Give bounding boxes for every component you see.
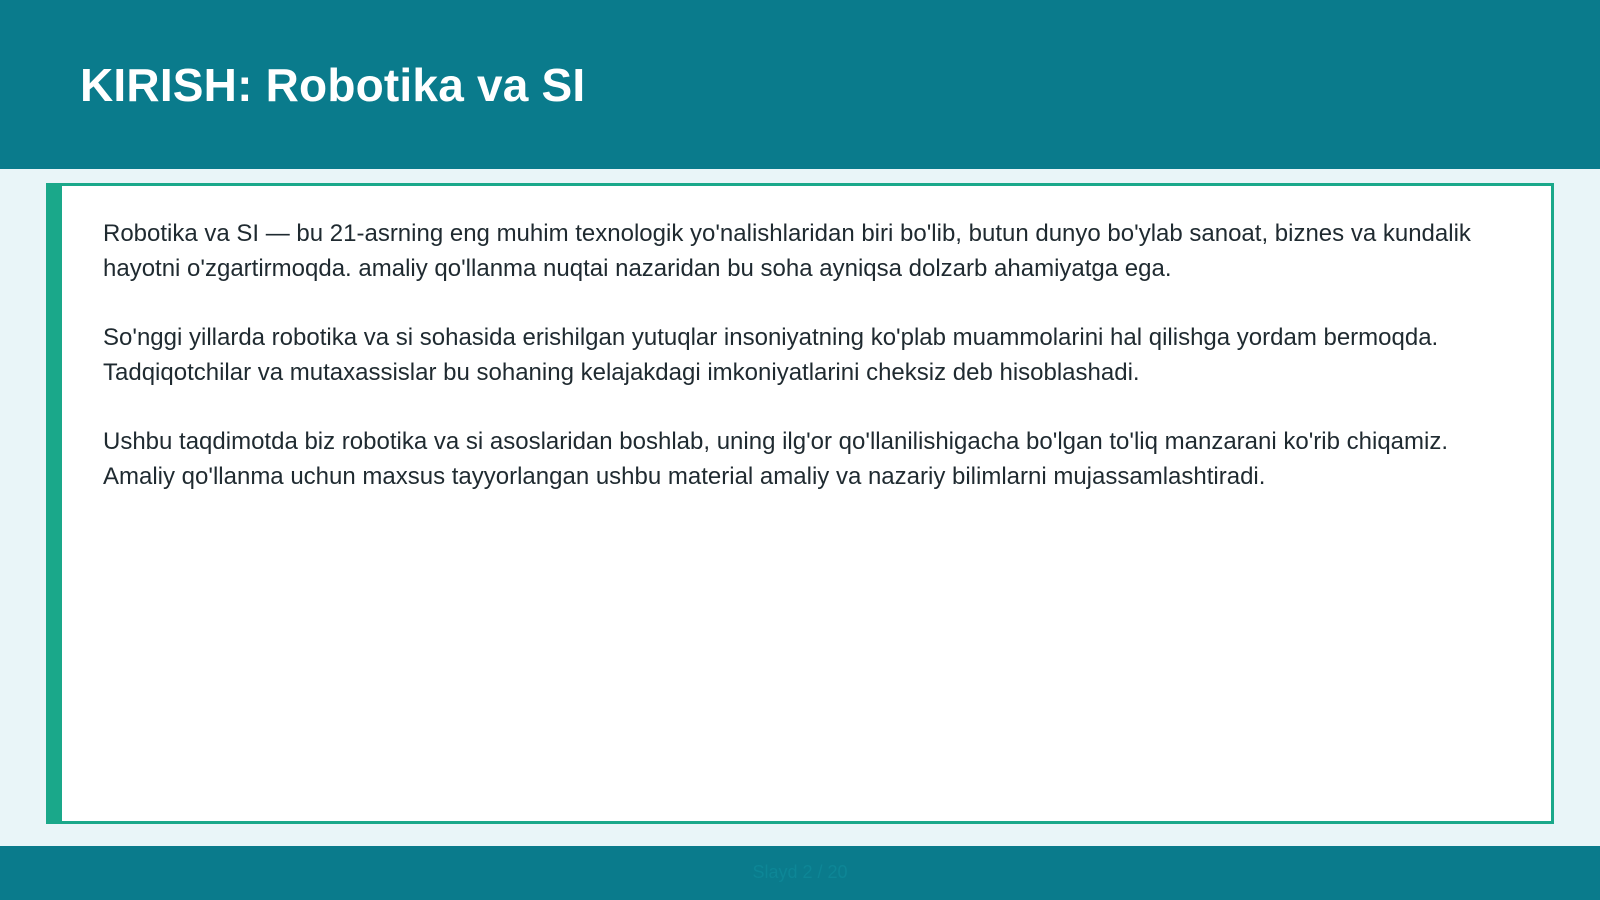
paragraph-achievements: So'nggi yillarda robotika va si sohasida erishilgan yutuqlar insoniyatning ko'plab muammolarini hal qilishga yordam bermoqda. Tadqiqotchilar va mutaxassislar bu sohaning kelajakdagi imkoniyatlarini cheksiz deb hisoblashadi. [103,324,1439,386]
paragraph-intro: Robotika va SI — bu 21-asrning eng muhim texnologik yo'nalishlaridan biri bo'lib, butun dunyo bo'ylab sanoat, biznes va kundalik hayotni o'zgartirmoqda. amaliy qo'llanma nuqtai nazaridan bu soha ayniqsa dolzarb ahamiyatga ega. [103,220,1471,282]
slide-title: KIRISH: Robotika va SI [80,59,586,111]
content-card [46,183,1554,824]
body-text [103,216,1523,528]
footer-bar [0,846,1600,900]
title-bar [0,0,1600,169]
slide-number: Slayd 2 / 20 [752,862,848,882]
paragraph-overview: Ushbu taqdimotda biz robotika va si asoslaridan boshlab, uning ilg'or qo'llanilishigacha bo'lgan to'liq manzarani ko'rib chiqamiz. Amaliy qo'llanma uchun maxsus tayyorlangan ushbu material amaliy va nazariy bilimlarni mujassamlashtiradi. [103,428,1449,490]
